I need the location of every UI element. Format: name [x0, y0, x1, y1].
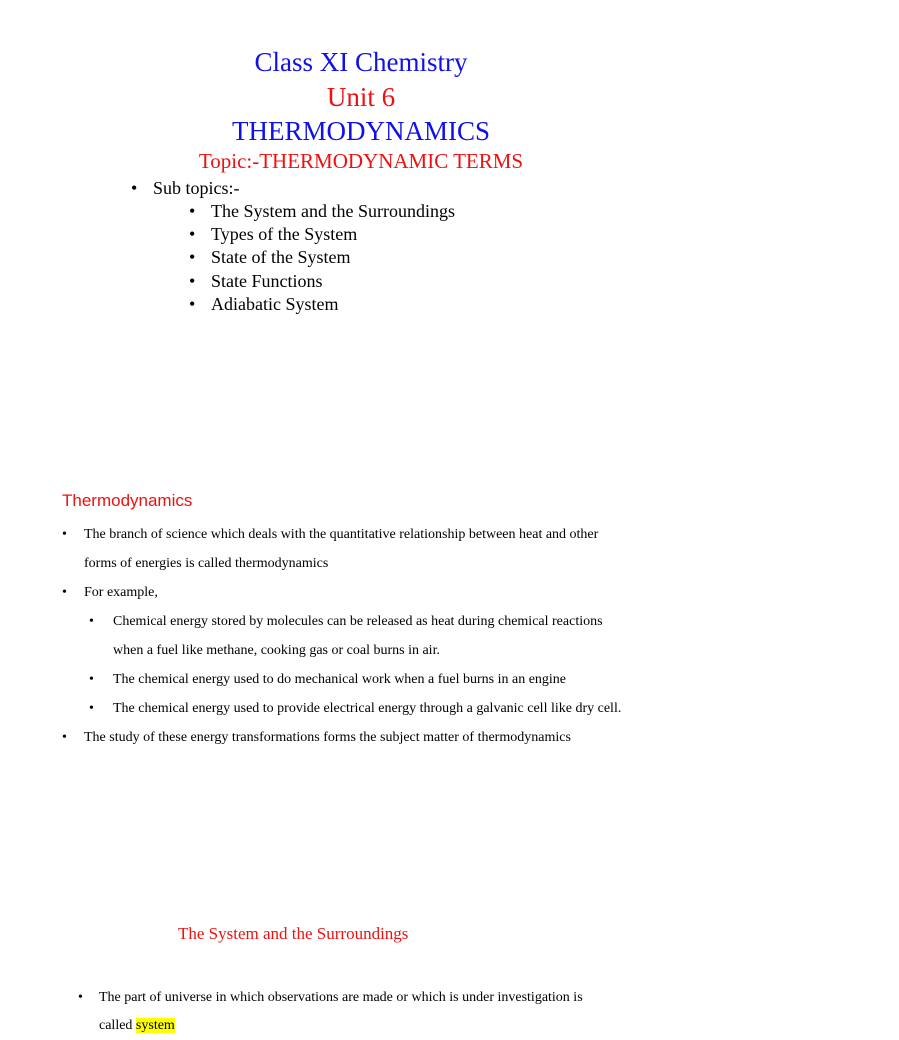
chapter-title: THERMODYNAMICS — [231, 116, 491, 146]
course-title: Class XI Chemistry — [254, 47, 468, 77]
subtopic-item: • Types of the System — [189, 223, 455, 246]
subtopics-label: • Sub topics:- — [131, 177, 899, 200]
subtopic-item: • Adiabatic System — [189, 293, 455, 316]
highlighted-term: system — [135, 1018, 175, 1033]
bullet-system-definition — [78, 984, 738, 1040]
bullet-definition — [62, 520, 742, 578]
sub-bullet-mechanical-work: • The chemical energy used to do mechanical work when a fuel burns in an engine — [62, 665, 742, 694]
sub-bullet-chemical-heat — [62, 607, 742, 665]
text-fragment: called — [99, 1018, 136, 1033]
subtopic-item: • The System and the Surroundings — [189, 200, 455, 223]
section-heading-thermodynamics: Thermodynamics — [62, 491, 193, 510]
text-line: when a fuel like methane, cooking gas or coal burns in air. — [113, 643, 440, 658]
subtopic-item: • State of the System — [189, 246, 455, 269]
section-heading-system-surroundings: The System and the Surroundings — [178, 924, 409, 943]
subtopic-item: • State Functions — [189, 270, 455, 293]
unit-title: Unit 6 — [326, 82, 396, 112]
sub-bullet-electrical-energy: • The chemical energy used to provide electrical energy through a galvanic cell like dry cell. — [62, 694, 742, 723]
subtopics-list — [189, 200, 455, 316]
topic-title: Topic:-THERMODYNAMIC TERMS — [198, 149, 524, 173]
text-line — [99, 1012, 738, 1040]
thermodynamics-body — [62, 520, 742, 752]
text-line: • The part of universe in which observations are made or which is under investigation is — [99, 990, 583, 1005]
text-line: • The branch of science which deals with the quantitative relationship between heat and other — [84, 527, 599, 542]
text-line: • Chemical energy stored by molecules can be released as heat during chemical reactions — [113, 614, 603, 629]
bullet-study: • The study of these energy transformations forms the subject matter of thermodynamics — [62, 723, 742, 752]
bullet-example: • For example, — [62, 578, 742, 607]
text-line: forms of energies is called thermodynamics — [84, 556, 329, 571]
system-body — [78, 984, 738, 1040]
